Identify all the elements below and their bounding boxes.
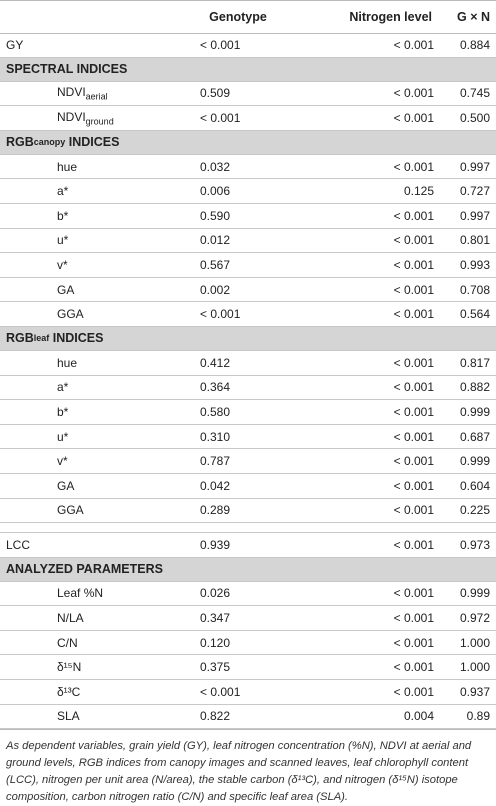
canopy-rows bbox=[0, 155, 496, 327]
table-row bbox=[0, 351, 496, 376]
nitrogen-value: < 0.001 bbox=[393, 257, 434, 272]
gxn-value: 0.997 bbox=[459, 159, 490, 174]
nitrogen-value: < 0.001 bbox=[393, 660, 434, 675]
genotype-value: 0.026 bbox=[200, 586, 231, 601]
genotype-value: 0.347 bbox=[200, 611, 231, 626]
nitrogen-value: < 0.001 bbox=[393, 503, 434, 518]
genotype-value: 0.580 bbox=[200, 404, 231, 419]
section-analyzed-parameters: ANALYZED PARAMETERS bbox=[0, 558, 496, 582]
row-label: GGA bbox=[57, 307, 84, 322]
table-row bbox=[0, 106, 496, 131]
table-row bbox=[0, 680, 496, 705]
table-row bbox=[0, 155, 496, 180]
gxn-value: 0.997 bbox=[459, 208, 490, 223]
row-label-sub: aerial bbox=[85, 91, 108, 102]
nitrogen-value: < 0.001 bbox=[393, 159, 434, 174]
table-header bbox=[0, 0, 496, 33]
nitrogen-value: < 0.001 bbox=[393, 684, 434, 699]
gxn-value: 0.882 bbox=[459, 380, 490, 395]
gxn-value: 0.999 bbox=[459, 454, 490, 469]
row-label: b* bbox=[57, 208, 69, 223]
table-row bbox=[0, 582, 496, 607]
header-g-x-n: G × N bbox=[457, 10, 490, 24]
nitrogen-value: < 0.001 bbox=[393, 307, 434, 322]
row-label: GGA bbox=[57, 503, 84, 518]
gxn-value: 0.687 bbox=[459, 429, 490, 444]
genotype-value: < 0.001 bbox=[200, 684, 241, 699]
section-spectral-indices: SPECTRAL INDICES bbox=[0, 58, 496, 82]
genotype-value: 0.012 bbox=[200, 233, 231, 248]
genotype-value: 0.120 bbox=[200, 635, 231, 650]
genotype-value: 0.032 bbox=[200, 159, 231, 174]
table-row bbox=[0, 229, 496, 254]
row-label: u* bbox=[57, 429, 69, 444]
gxn-value: 0.999 bbox=[459, 586, 490, 601]
row-label: u* bbox=[57, 233, 69, 248]
nitrogen-value: < 0.001 bbox=[393, 478, 434, 493]
gxn-value: 0.937 bbox=[459, 684, 490, 699]
nitrogen-value: < 0.001 bbox=[393, 208, 434, 223]
nitrogen-value: < 0.001 bbox=[393, 404, 434, 419]
gxn-value: 0.500 bbox=[459, 110, 490, 125]
row-label: LCC bbox=[6, 537, 31, 552]
nitrogen-value: < 0.001 bbox=[393, 611, 434, 626]
section-title-rest: INDICES bbox=[65, 135, 120, 150]
nitrogen-value: < 0.001 bbox=[393, 586, 434, 601]
table-row bbox=[0, 204, 496, 229]
genotype-value: 0.289 bbox=[200, 503, 231, 518]
table-caption: As dependent variables, grain yield (GY), leaf nitrogen concentration (%N), NDVI at aerial and ground levels, RGB indices from canopy images and scanned leaves, leaf chlorophyll content (LCC), nitrogen per unit area (N/area), the stable carbon (δ¹³C), and nitrogen (δ¹⁵N) isotope composition, carbon nitrogen ratio (C/N) and specific leaf area (SLA). bbox=[0, 729, 496, 806]
row-label: δ¹³C bbox=[57, 684, 81, 699]
row-label: v* bbox=[57, 454, 68, 469]
table-row bbox=[0, 302, 496, 327]
row-label: a* bbox=[57, 380, 69, 395]
genotype-value: 0.787 bbox=[200, 454, 231, 469]
genotype-value: < 0.001 bbox=[200, 110, 241, 125]
table-row-gy bbox=[0, 33, 496, 58]
genotype-value: 0.412 bbox=[200, 355, 231, 370]
gxn-value: 0.604 bbox=[459, 478, 490, 493]
nitrogen-value: < 0.001 bbox=[393, 282, 434, 297]
genotype-value: < 0.001 bbox=[200, 38, 241, 53]
gxn-value: 0.708 bbox=[459, 282, 490, 297]
section-title-rest: INDICES bbox=[49, 331, 104, 346]
table-row bbox=[0, 253, 496, 278]
table-row bbox=[0, 474, 496, 499]
nitrogen-value: < 0.001 bbox=[393, 429, 434, 444]
table-row bbox=[0, 449, 496, 474]
row-label: C/N bbox=[57, 635, 78, 650]
table-row bbox=[0, 705, 496, 730]
nitrogen-value: < 0.001 bbox=[393, 380, 434, 395]
table-row bbox=[0, 425, 496, 450]
genotype-value: 0.310 bbox=[200, 429, 231, 444]
gxn-value: 0.999 bbox=[459, 404, 490, 419]
nitrogen-value: 0.125 bbox=[403, 184, 434, 199]
table-row bbox=[0, 499, 496, 524]
section-rgb-leaf-indices bbox=[0, 327, 496, 351]
nitrogen-value: < 0.001 bbox=[393, 110, 434, 125]
spectral-rows bbox=[0, 82, 496, 131]
table-row bbox=[0, 376, 496, 401]
gxn-value: 0.993 bbox=[459, 257, 490, 272]
table-row bbox=[0, 82, 496, 107]
row-label-sub: ground bbox=[85, 116, 114, 127]
gxn-value: 0.225 bbox=[459, 503, 490, 518]
table-row-lcc bbox=[0, 533, 496, 558]
gxn-value: 1.000 bbox=[459, 635, 490, 650]
gxn-value: 0.89 bbox=[466, 709, 490, 724]
spacer bbox=[0, 523, 496, 533]
genotype-value: 0.822 bbox=[200, 709, 231, 724]
section-title-base: RGB bbox=[6, 135, 34, 150]
leaf-rows bbox=[0, 351, 496, 523]
row-label: Leaf %N bbox=[57, 586, 104, 601]
table-row bbox=[0, 655, 496, 680]
header-nitrogen-level: Nitrogen level bbox=[349, 10, 432, 24]
genotype-value: 0.042 bbox=[200, 478, 231, 493]
row-label: GY bbox=[6, 38, 24, 53]
table-row bbox=[0, 631, 496, 656]
table-row bbox=[0, 179, 496, 204]
row-label: GA bbox=[57, 478, 75, 493]
nitrogen-value: < 0.001 bbox=[393, 38, 434, 53]
row-label bbox=[0, 85, 200, 101]
gxn-value: 0.817 bbox=[459, 355, 490, 370]
analyzed-rows bbox=[0, 582, 496, 730]
genotype-value: 0.939 bbox=[200, 537, 231, 552]
row-label: N/LA bbox=[57, 611, 84, 626]
row-label: hue bbox=[57, 159, 78, 174]
nitrogen-value: < 0.001 bbox=[393, 537, 434, 552]
genotype-value: 0.567 bbox=[200, 257, 231, 272]
nitrogen-value: < 0.001 bbox=[393, 355, 434, 370]
nitrogen-value: 0.004 bbox=[403, 709, 434, 724]
section-title-base: RGB bbox=[6, 331, 34, 346]
row-label: a* bbox=[57, 184, 69, 199]
gxn-value: 0.564 bbox=[459, 307, 490, 322]
genotype-value: 0.364 bbox=[200, 380, 231, 395]
genotype-value: 0.375 bbox=[200, 660, 231, 675]
genotype-value: 0.006 bbox=[200, 184, 231, 199]
row-label: SLA bbox=[57, 709, 80, 724]
gxn-value: 0.801 bbox=[459, 233, 490, 248]
row-label-base: NDVI bbox=[57, 109, 86, 124]
row-label: b* bbox=[57, 404, 69, 419]
row-label: δ¹⁵N bbox=[57, 660, 82, 675]
gxn-value: 0.973 bbox=[459, 537, 490, 552]
gxn-value: 0.884 bbox=[459, 38, 490, 53]
section-title-sub: canopy bbox=[33, 137, 66, 148]
nitrogen-value: < 0.001 bbox=[393, 86, 434, 101]
section-title-sub: leaf bbox=[33, 333, 50, 344]
nitrogen-value: < 0.001 bbox=[393, 233, 434, 248]
genotype-value: 0.002 bbox=[200, 282, 231, 297]
gxn-value: 1.000 bbox=[459, 660, 490, 675]
row-label bbox=[0, 110, 200, 126]
genotype-value: 0.509 bbox=[200, 86, 231, 101]
row-label-base: NDVI bbox=[57, 85, 86, 100]
section-rgb-canopy-indices bbox=[0, 131, 496, 155]
gxn-value: 0.972 bbox=[459, 611, 490, 626]
row-label: GA bbox=[57, 282, 75, 297]
header-genotype: Genotype bbox=[209, 10, 267, 24]
table-row bbox=[0, 278, 496, 303]
nitrogen-value: < 0.001 bbox=[393, 635, 434, 650]
nitrogen-value: < 0.001 bbox=[393, 454, 434, 469]
gxn-value: 0.745 bbox=[459, 86, 490, 101]
table-row bbox=[0, 400, 496, 425]
table-row bbox=[0, 606, 496, 631]
genotype-value: 0.590 bbox=[200, 208, 231, 223]
row-label: hue bbox=[57, 355, 78, 370]
gxn-value: 0.727 bbox=[459, 184, 490, 199]
row-label: v* bbox=[57, 257, 68, 272]
genotype-value: < 0.001 bbox=[200, 307, 241, 322]
